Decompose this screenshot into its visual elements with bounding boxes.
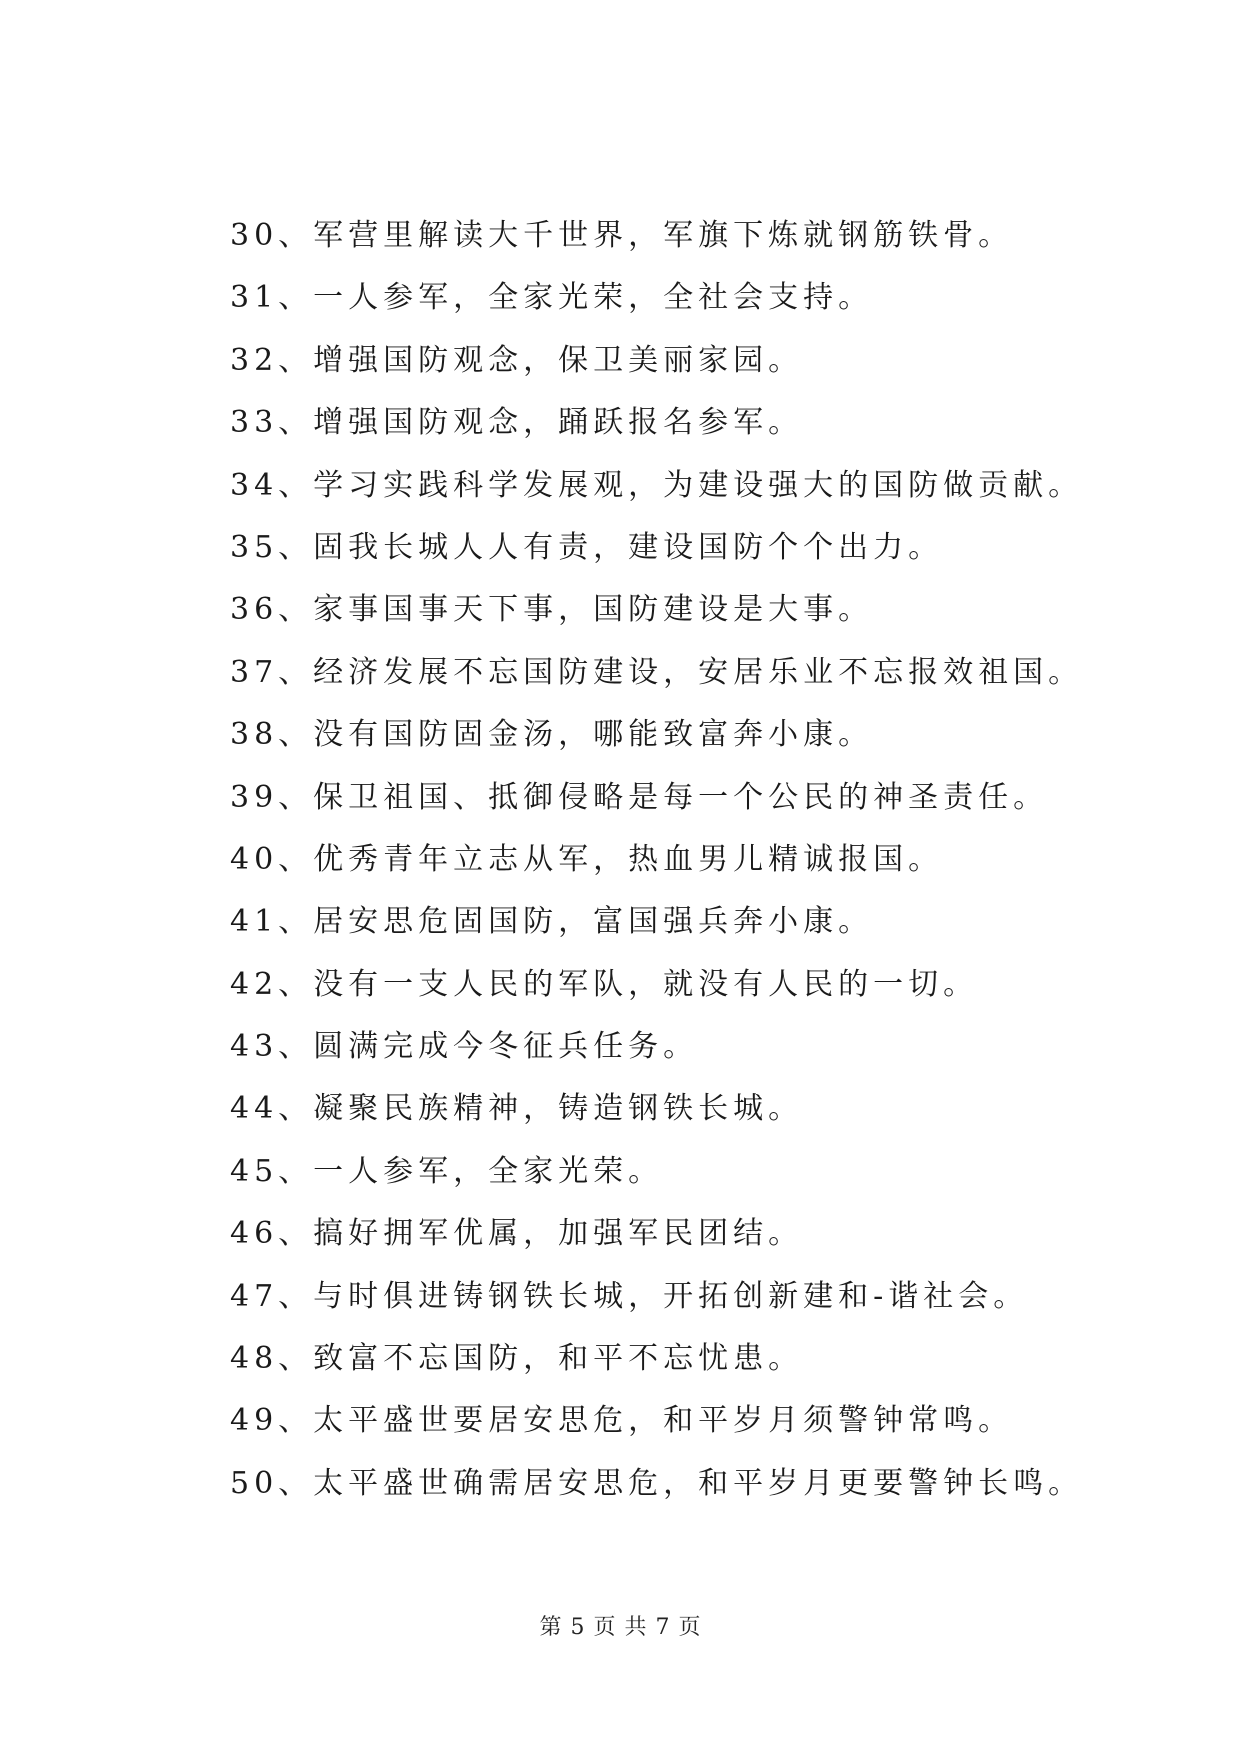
slogan-item: 46、搞好拥军优属，加强军民团结。 <box>230 1216 804 1252</box>
slogan-item: 37、经济发展不忘国防建设，安居乐业不忘报效祖国。 <box>230 654 1084 690</box>
slogan-item: 48、致富不忘国防，和平不忘忧患。 <box>230 1341 804 1377</box>
slogan-item: 44、凝聚民族精神，铸造钢铁长城。 <box>230 1091 804 1127</box>
slogan-item: 39、保卫祖国、抵御侵略是每一个公民的神圣责任。 <box>230 779 1049 815</box>
slogan-item: 40、优秀青年立志从军，热血男儿精诚报国。 <box>230 841 944 877</box>
slogan-item: 33、增强国防观念，踊跃报名参军。 <box>230 405 804 441</box>
slogan-item: 38、没有国防固金汤，哪能致富奔小康。 <box>230 717 874 753</box>
slogan-item: 34、学习实践科学发展观，为建设强大的国防做贡献。 <box>230 467 1084 503</box>
slogan-item: 49、太平盛世要居安思危，和平岁月须警钟常鸣。 <box>230 1403 1014 1439</box>
slogan-item: 47、与时俱进铸钢铁长城，开拓创新建和-谐社会。 <box>230 1278 1029 1314</box>
page-footer <box>0 1610 1241 1641</box>
slogan-item: 45、一人参军，全家光荣。 <box>230 1153 664 1189</box>
slogan-item: 50、太平盛世确需居安思危，和平岁月更要警钟长鸣。 <box>230 1465 1084 1501</box>
slogan-item: 36、家事国事天下事，国防建设是大事。 <box>230 592 874 628</box>
slogan-list <box>230 205 1083 1515</box>
slogan-item: 32、增强国防观念，保卫美丽家园。 <box>230 342 804 378</box>
page-indicator: 第 5 页 共 7 页 <box>539 1615 702 1640</box>
slogan-item: 30、军营里解读大千世界，军旗下炼就钢筋铁骨。 <box>230 218 1014 253</box>
slogan-item: 43、圆满完成今冬征兵任务。 <box>230 1029 699 1065</box>
slogan-item: 31、一人参军，全家光荣，全社会支持。 <box>230 280 874 316</box>
slogan-item: 41、居安思危固国防，富国强兵奔小康。 <box>230 904 874 940</box>
slogan-item: 35、固我长城人人有责，建设国防个个出力。 <box>230 529 944 565</box>
slogan-item: 42、没有一支人民的军队，就没有人民的一切。 <box>230 966 979 1002</box>
